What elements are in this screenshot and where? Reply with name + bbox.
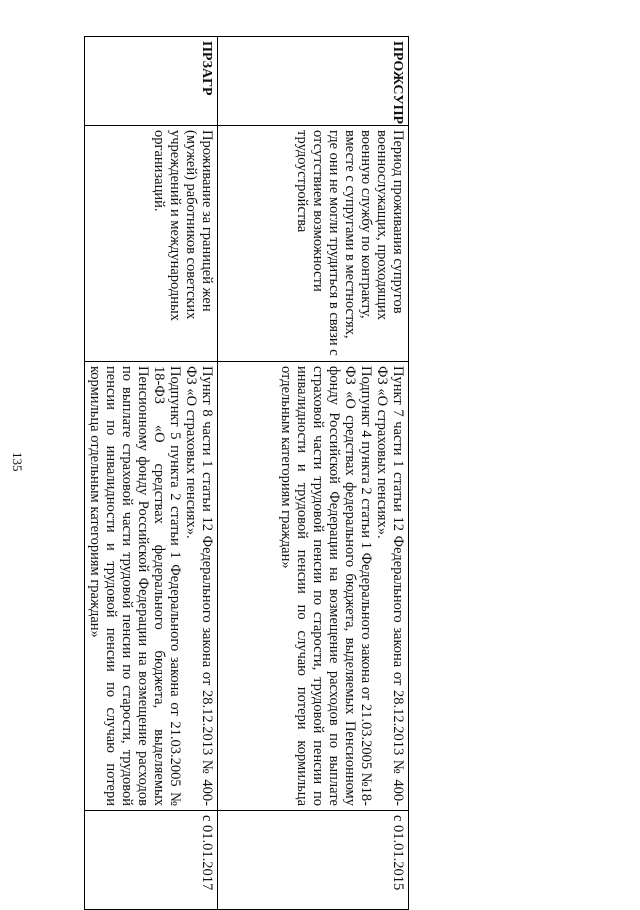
- table-row: [218, 37, 409, 910]
- page-number: 135: [10, 452, 25, 472]
- row-code: ПРОЖСУПР: [218, 37, 409, 126]
- table-row: [85, 37, 218, 910]
- row-code: ПРЗАГР: [85, 37, 218, 126]
- row-effective-date: с 01.01.2015: [218, 811, 409, 910]
- law-paragraph: Пункт 7 части 1 статьи 12 Федерального закона от 28.12.2013 № 400-ФЗ «О страховых пенсиях».: [374, 366, 406, 806]
- row-description: Период проживания супругов военнослужащих, проходящих военную службу по контракту, вместе с супругами в местностях, где они не могли трудиться в связи с отсутствием возможности трудоустройства: [218, 126, 409, 362]
- row-legal-basis: [218, 362, 409, 811]
- law-paragraph: Подпункт 4 пункта 2 статьи 1 Федерального закона от 21.03.2005 №18-ФЗ «О средствах федерального бюджета, выделяемых Пенсионному фонду Российской Федерации на возмещение расходов по выплате страховой части трудовой пенсии по старости, трудовой пенсии по инвалидности и трудовой пенсии по случаю потери кормильца отдельным категориям граждан»: [278, 366, 374, 806]
- rotated-table-container: [87, 36, 409, 891]
- row-effective-date: с 01.01.2017: [85, 811, 218, 910]
- law-paragraph: Пункт 8 части 1 статьи 12 Федерального закона от 28.12.2013 № 400-ФЗ «О страховых пенсиях».: [183, 366, 215, 806]
- row-legal-basis: [85, 362, 218, 811]
- row-description: Проживание за границей жен (мужей) работников советских учреждений и международных организаций.: [85, 126, 218, 362]
- law-paragraph: Подпункт 5 пункта 2 статьи 1 Федерального закона от 21.03.2005 № 18-ФЗ «О средствах федерального бюджета, выделяемых Пенсионному фонду Российской Федерации на возмещение расходов по выплате страховой части трудовой пенсии по старости, трудовой пенсии по инвалидности и трудовой пенсии по случаю потери кормильца отдельным категориям граждан»: [87, 366, 183, 806]
- pension-periods-table: [84, 36, 409, 910]
